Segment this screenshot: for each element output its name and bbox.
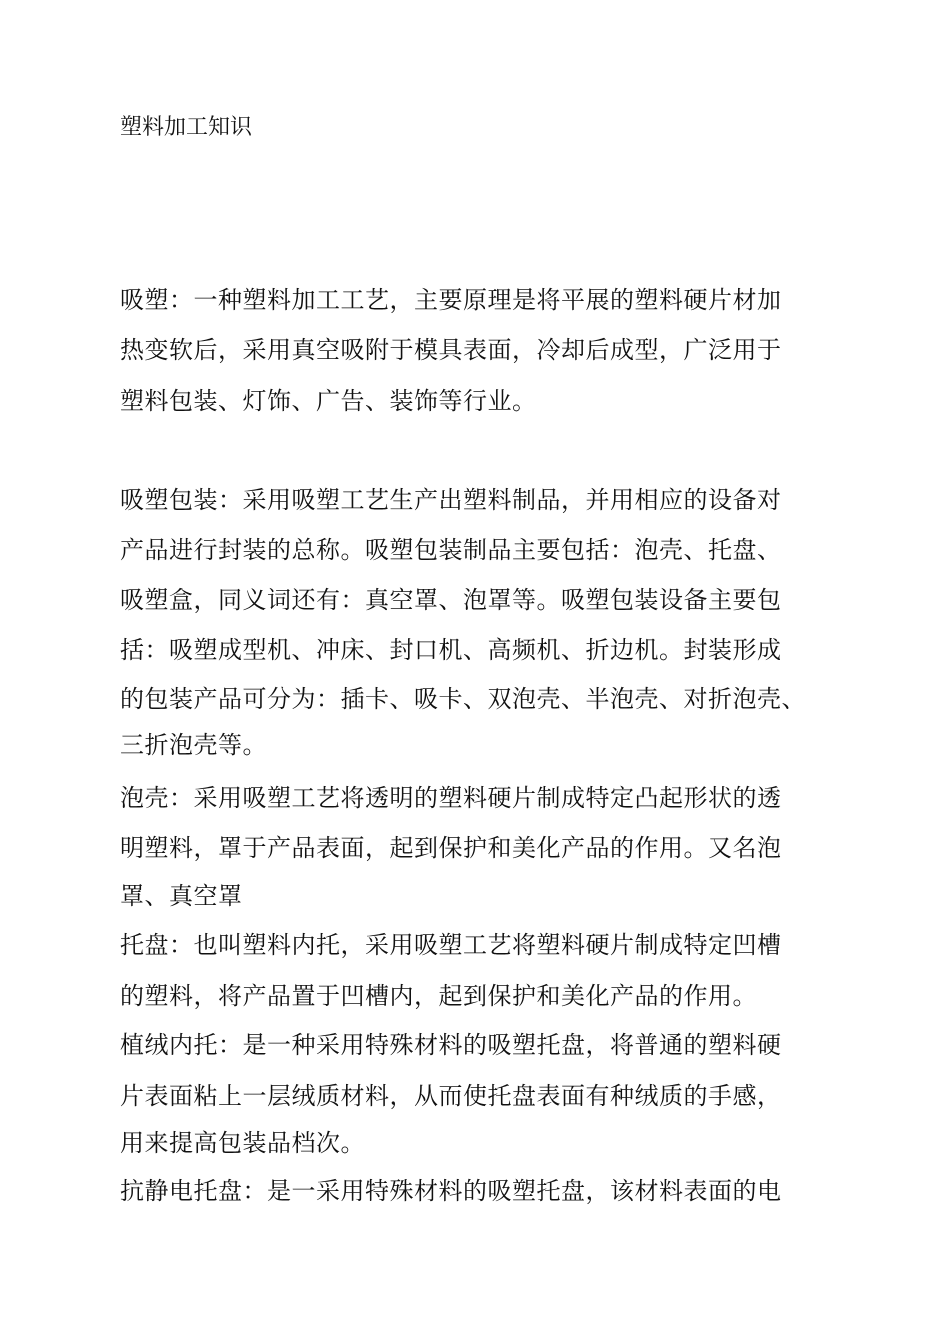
text-line: 产品进行封装的总称。吸塑包装制品主要包括：泡壳、托盘、 xyxy=(120,536,782,564)
text-line: 吸塑：一种塑料加工工艺，主要原理是将平展的塑料硬片材加 xyxy=(120,286,782,314)
document-title: 塑料加工知识 xyxy=(120,115,253,140)
text-line: 热变软后，采用真空吸附于模具表面，冷却后成型，广泛用于 xyxy=(120,336,782,364)
text-line: 抗静电托盘：是一采用特殊材料的吸塑托盘，该材料表面的电 xyxy=(120,1177,782,1205)
text-line: 三折泡壳等。 xyxy=(120,731,267,759)
text-line: 用来提高包装品档次。 xyxy=(120,1129,365,1157)
text-line: 罩、真空罩 xyxy=(120,882,243,910)
text-line: 吸塑盒，同义词还有：真空罩、泡罩等。吸塑包装设备主要包 xyxy=(120,586,782,614)
text-line: 吸塑包装：采用吸塑工艺生产出塑料制品，并用相应的设备对 xyxy=(120,486,782,514)
text-line: 括：吸塑成型机、冲床、封口机、高频机、折边机。封装形成 xyxy=(120,636,782,664)
text-line: 明塑料，罩于产品表面，起到保护和美化产品的作用。又名泡 xyxy=(120,834,782,862)
text-line: 塑料包装、灯饰、广告、装饰等行业。 xyxy=(120,387,537,415)
text-line: 托盘：也叫塑料内托，采用吸塑工艺将塑料硬片制成特定凹槽 xyxy=(120,931,782,959)
text-line: 泡壳：采用吸塑工艺将透明的塑料硬片制成特定凸起形状的透 xyxy=(120,784,782,812)
text-line: 植绒内托：是一种采用特殊材料的吸塑托盘，将普通的塑料硬 xyxy=(120,1031,782,1059)
text-line: 的塑料，将产品置于凹槽内，起到保护和美化产品的作用。 xyxy=(120,982,757,1010)
text-line: 片表面粘上一层绒质材料，从而使托盘表面有种绒质的手感， xyxy=(120,1082,782,1110)
text-line: 的包装产品可分为：插卡、吸卡、双泡壳、半泡壳、对折泡壳、 xyxy=(120,685,806,713)
